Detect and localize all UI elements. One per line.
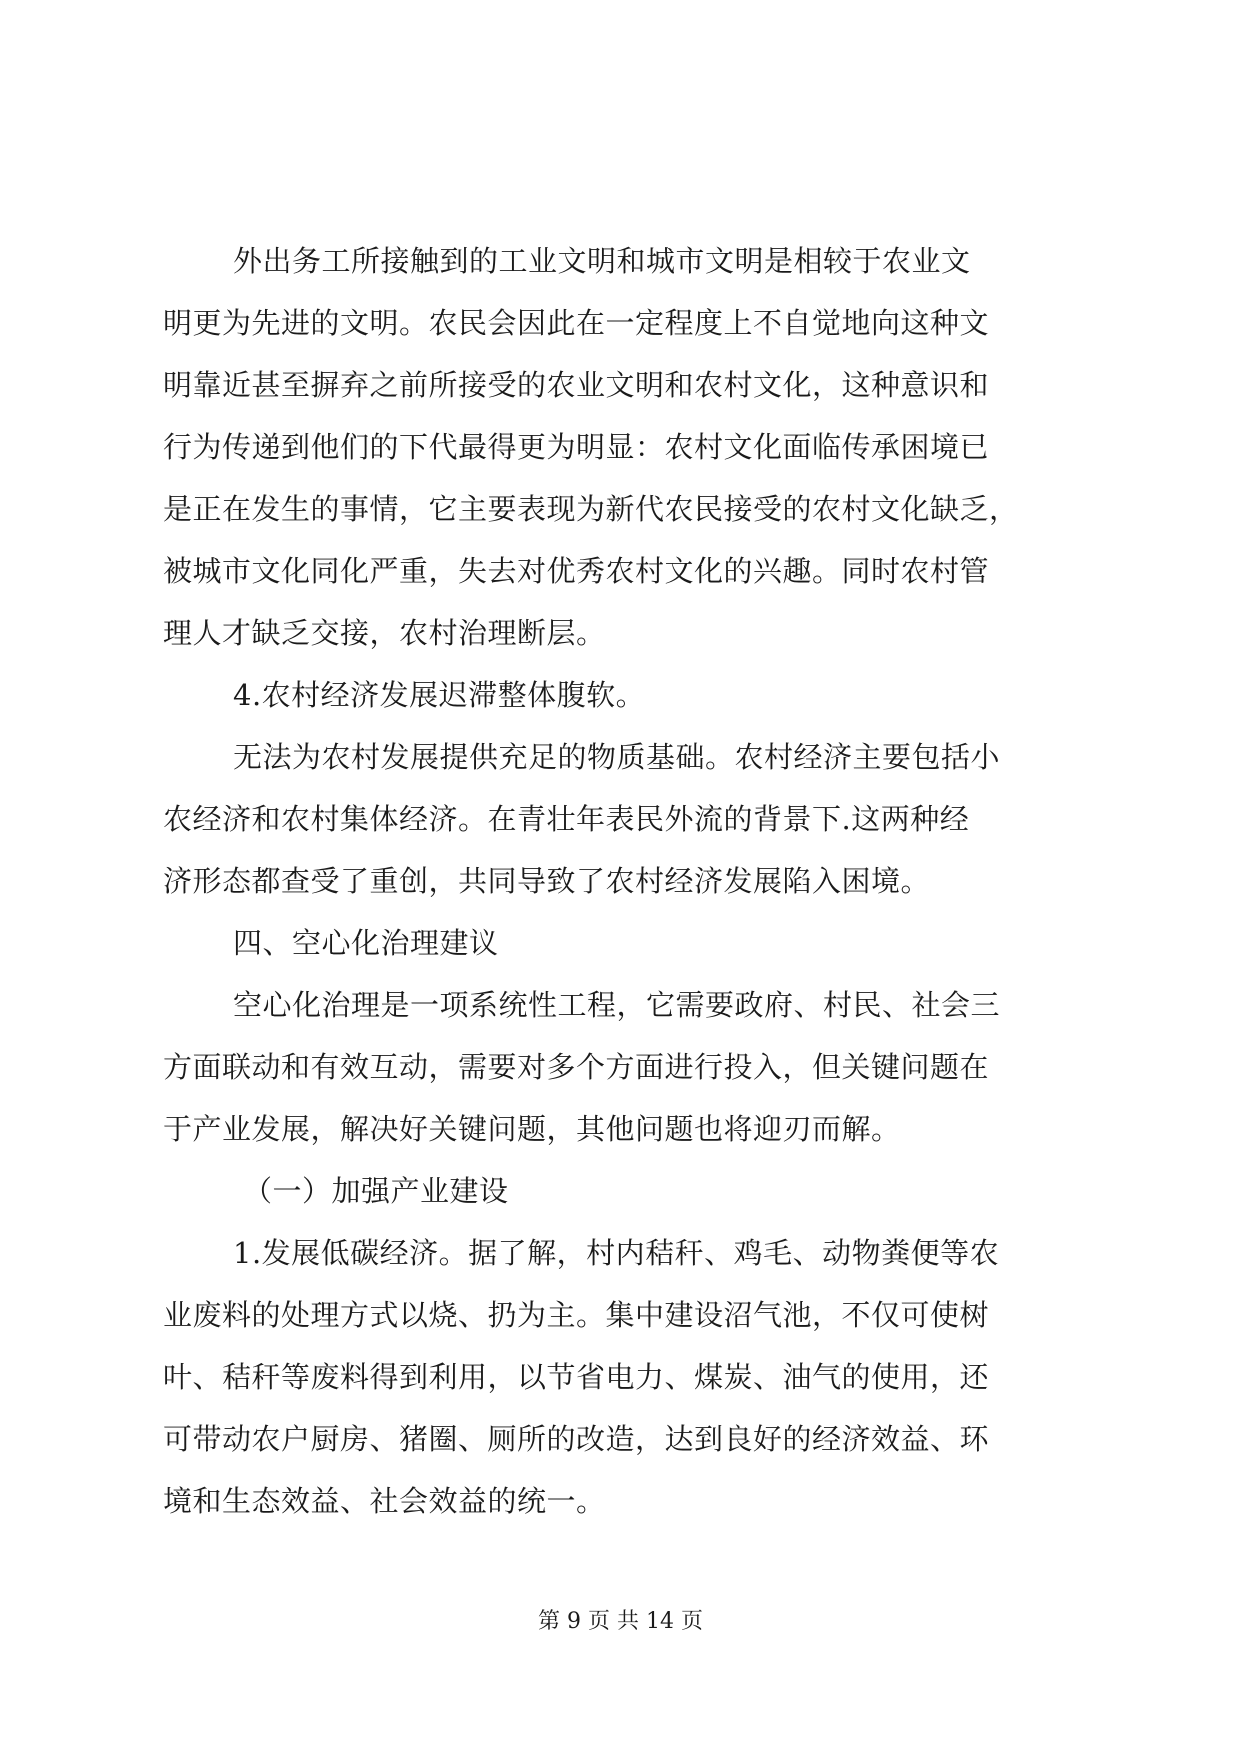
paragraph-line: 业废料的处理方式以烧、扔为主。集中建设沼气池，不仅可使树 [163,1298,990,1332]
page-number-footer: 第 9 页 共 14 页 [538,1609,703,1634]
paragraph-line: 无法为农村发展提供充足的物质基础。农村经济主要包括小 [233,740,1001,774]
paragraph-line: 1.发展低碳经济。据了解，村内秸秆、鸡毛、动物粪便等农 [233,1236,1000,1270]
paragraph-line: 可带动农户厨房、猪圈、厕所的改造，达到良好的经济效益、环 [163,1422,990,1456]
paragraph-line: 行为传递到他们的下代最得更为明显：农村文化面临传承困境已 [163,430,990,464]
section-heading: 4.农村经济发展迟滞整体腹软。 [233,678,646,712]
paragraph-line: 理人才缺乏交接，农村治理断层。 [163,616,606,650]
paragraph-line: 叶、秸秆等废料得到利用，以节省电力、煤炭、油气的使用，还 [163,1360,990,1394]
paragraph-line: 明靠近甚至摒弃之前所接受的农业文明和农村文化，这种意识和 [163,368,990,402]
section-heading: 四、空心化治理建议 [233,926,499,960]
paragraph-line: 明更为先进的文明。农民会因此在一定程度上不自觉地向这种文 [163,306,990,340]
paragraph-line: 外出务工所接触到的工业文明和城市文明是相较于农业文 [233,244,971,278]
paragraph-line: 农经济和农村集体经济。在青壮年表民外流的背景下.这两种经 [163,802,970,836]
paragraph-line: 被城市文化同化严重，失去对优秀农村文化的兴趣。同时农村管 [163,554,990,588]
paragraph-line: 是正在发生的事情，它主要表现为新代农民接受的农村文化缺乏， [163,492,1019,526]
document-body [163,230,1093,1532]
section-heading: （一）加强产业建设 [243,1174,509,1208]
paragraph-line: 境和生态效益、社会效益的统一。 [163,1484,606,1518]
paragraph-line: 空心化治理是一项系统性工程，它需要政府、村民、社会三 [233,988,1001,1022]
paragraph-line: 济形态都查受了重创，共同导致了农村经济发展陷入困境。 [163,864,931,898]
paragraph-line: 于产业发展，解决好关键问题，其他问题也将迎刃而解。 [163,1112,901,1146]
paragraph-line: 方面联动和有效互动，需要对多个方面进行投入，但关键问题在 [163,1050,990,1084]
